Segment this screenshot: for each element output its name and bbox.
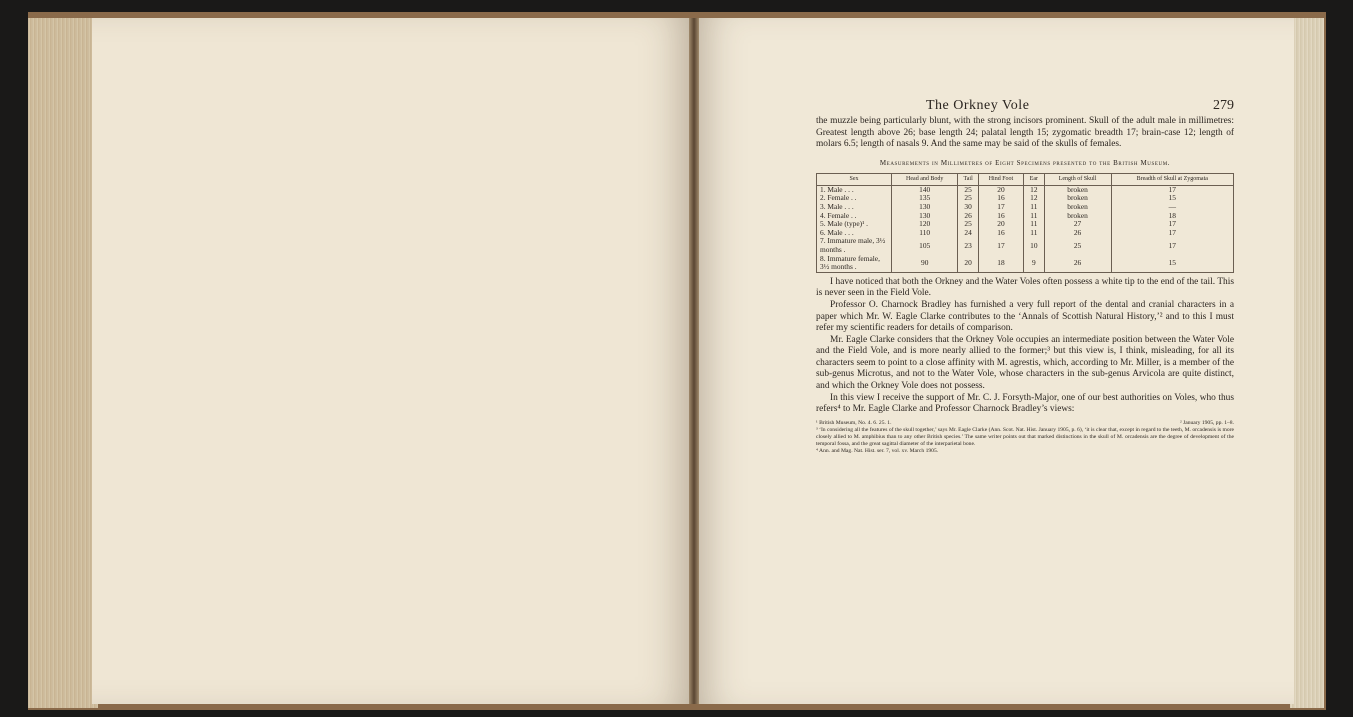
col-header-sex: Sex bbox=[817, 173, 892, 185]
cell: 11 bbox=[1024, 220, 1044, 229]
cell: 120 bbox=[892, 220, 958, 229]
table-caption: Measurements in Millimetres of Eight Specimens presented to the British Museum. bbox=[879, 158, 1171, 167]
cell: 16 bbox=[978, 194, 1023, 203]
running-head bbox=[816, 98, 1234, 116]
col-header-skull-breadth: Breadth of Skull at Zygomata bbox=[1111, 173, 1233, 185]
cell: 24 bbox=[958, 229, 978, 238]
cell-sex: 2. Female . . bbox=[817, 194, 892, 203]
cell: 18 bbox=[1111, 212, 1233, 221]
footnote-1: ¹ British Museum, No. 4. 6. 25. 1. bbox=[816, 419, 892, 426]
cell-sex: 4. Female . . bbox=[817, 212, 892, 221]
running-title: The Orkney Vole bbox=[926, 98, 1030, 113]
cell: 11 bbox=[1024, 212, 1044, 221]
cell-sex: 1. Male . . . bbox=[817, 185, 892, 194]
cell: 17 bbox=[1111, 237, 1233, 254]
measurements-table bbox=[816, 173, 1234, 273]
table-header-row bbox=[817, 173, 1234, 185]
cell: 26 bbox=[958, 212, 978, 221]
cell: 25 bbox=[958, 185, 978, 194]
cell: 17 bbox=[1111, 229, 1233, 238]
table-row bbox=[817, 255, 1234, 273]
cell-sex: 5. Male (type)¹ . bbox=[817, 220, 892, 229]
page-content bbox=[816, 98, 1234, 455]
col-header-tail: Tail bbox=[958, 173, 978, 185]
col-header-hind-foot: Hind Foot bbox=[978, 173, 1023, 185]
page-edges-left bbox=[28, 18, 98, 708]
footnote-4: ⁴ Ann. and Mag. Nat. Hist. ser. 7, vol. xv. March 1905. bbox=[816, 447, 939, 454]
cell-sex: 6. Male . . . bbox=[817, 229, 892, 238]
paragraph-1: the muzzle being particularly blunt, with the strong incisors prominent. Skull of the adult male in millimetres: Greatest length above 26; base length 24; palatal length 15; zygomatic breadth 17; brain-case 12; length of molars 6.5; length of nasals 9. And the same may be said of the skulls of females. bbox=[816, 116, 1234, 150]
left-page-blank bbox=[92, 18, 692, 704]
cell: 18 bbox=[978, 255, 1023, 273]
cell: 11 bbox=[1024, 229, 1044, 238]
cell: 12 bbox=[1024, 194, 1044, 203]
cell: broken bbox=[1044, 212, 1111, 221]
paragraph-5: In this view I receive the support of Mr. C. J. Forsyth-Major, one of our best authorities on Voles, who thus refers⁴ to Mr. Eagle Clarke and Professor Charnock Bradley’s views: bbox=[816, 392, 1234, 415]
cell: 90 bbox=[892, 255, 958, 273]
footnote-row bbox=[816, 420, 1234, 427]
cell: 110 bbox=[892, 229, 958, 238]
cell: 25 bbox=[958, 220, 978, 229]
cell: 17 bbox=[978, 237, 1023, 254]
col-header-ear: Ear bbox=[1024, 173, 1044, 185]
cell: 15 bbox=[1111, 255, 1233, 273]
paragraph-4: Mr. Eagle Clarke considers that the Orkney Vole occupies an intermediate position between the Water Vole and the Field Vole, and is more nearly allied to the former;³ but this view is, I think, misleading, for all its characters seem to point to a close affinity with M. agrestis, which, according to Mr. Miller, is a member of the sub-genus Microtus, and not to the Water Vole, whose characters in the sub-genus Arvicola are quite distinct, and which the Orkney Vole does not possess. bbox=[816, 334, 1234, 392]
cell: 135 bbox=[892, 194, 958, 203]
cell: broken bbox=[1044, 185, 1111, 194]
cell: — bbox=[1111, 203, 1233, 212]
cell: 12 bbox=[1024, 185, 1044, 194]
paragraph-3: Professor O. Charnock Bradley has furnished a very full report of the dental and cranial characters in a paper which Mr. W. Eagle Clarke contributes to the ‘Annals of Scottish Natural History,’² and to this I must refer my scientific readers for details of comparison. bbox=[816, 299, 1234, 334]
cell: 17 bbox=[978, 203, 1023, 212]
cell: 17 bbox=[1111, 220, 1233, 229]
cell: 27 bbox=[1044, 220, 1111, 229]
page-edges-right bbox=[1290, 18, 1324, 708]
cell: broken bbox=[1044, 203, 1111, 212]
cell: 15 bbox=[1111, 194, 1233, 203]
cell: 140 bbox=[892, 185, 958, 194]
footnotes bbox=[816, 420, 1234, 455]
book-gutter bbox=[689, 18, 699, 704]
cell: 130 bbox=[892, 212, 958, 221]
cell: 10 bbox=[1024, 237, 1044, 254]
page-number: 279 bbox=[1213, 98, 1234, 113]
cell: 23 bbox=[958, 237, 978, 254]
cell: broken bbox=[1044, 194, 1111, 203]
cell: 30 bbox=[958, 203, 978, 212]
cell: 26 bbox=[1044, 229, 1111, 238]
right-page bbox=[696, 18, 1294, 704]
cell-sex: 8. Immature female, 3½ months . bbox=[817, 255, 892, 273]
cell: 17 bbox=[1111, 185, 1233, 194]
footnote-2: ² January 1905, pp. 1–8. bbox=[1179, 419, 1234, 426]
cell: 20 bbox=[958, 255, 978, 273]
cell: 20 bbox=[978, 185, 1023, 194]
cell: 105 bbox=[892, 237, 958, 254]
cell-sex: 7. Immature male, 3½ months . bbox=[817, 237, 892, 254]
cell: 20 bbox=[978, 220, 1023, 229]
paragraph-2: I have noticed that both the Orkney and the Water Voles often possess a white tip to the end of the tail. This is never seen in the Field Vole. bbox=[816, 276, 1234, 299]
table-row bbox=[817, 237, 1234, 254]
cell: 25 bbox=[958, 194, 978, 203]
footnote-3: ³ ‘In considering all the features of the skull together,’ says Mr. Eagle Clarke (Ann. Scot. Nat. Hist. January 1905, p. 6), ‘it is clear that, except in regard to the teeth, M. orcadensis is more closely allied to M. amphibius than to any other British species.’ The same writer points out that marked distinctions in the skull of M. orcadensis are the degree of development of the temporal fossa, and the great sagittal diameter of the interparietal bone. bbox=[816, 426, 1234, 447]
cell: 26 bbox=[1044, 255, 1111, 273]
cell-sex: 3. Male . . . bbox=[817, 203, 892, 212]
cell: 11 bbox=[1024, 203, 1044, 212]
col-header-skull-length: Length of Skull bbox=[1044, 173, 1111, 185]
cell: 16 bbox=[978, 212, 1023, 221]
cell: 25 bbox=[1044, 237, 1111, 254]
cell: 16 bbox=[978, 229, 1023, 238]
cell: 130 bbox=[892, 203, 958, 212]
cell: 9 bbox=[1024, 255, 1044, 273]
col-header-head-body: Head and Body bbox=[892, 173, 958, 185]
